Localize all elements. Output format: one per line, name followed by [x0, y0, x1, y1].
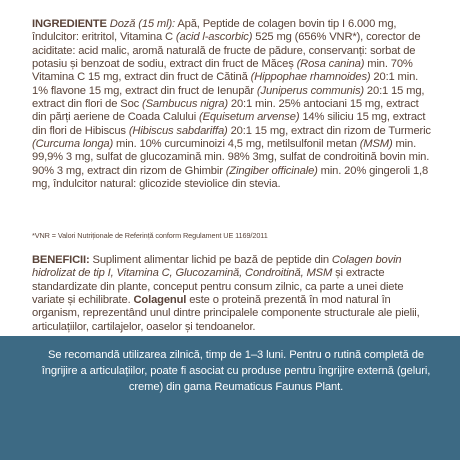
- text-run: min. 70% Vitamina C 15 mg, extract din fruct de Cătină: [32, 58, 413, 84]
- benefits-section: [32, 254, 436, 334]
- bold-term: Colagenul: [133, 294, 187, 307]
- ingredients-section: [32, 18, 436, 191]
- recommendation-band: [0, 336, 460, 460]
- ingredients-heading: INGREDIENTE: [32, 18, 107, 30]
- text-run: min. 10% curcuminoizi 4,5 mg, metilsulfonil metan: [113, 138, 360, 151]
- text-run: și extracte standardizate din plante, conceput pentru consum zilnic, ca parte a unei diete variate și echilibrate.: [32, 267, 404, 307]
- benefits-heading: BENEFICII:: [32, 254, 90, 266]
- italic-term: (Equisetum arvense): [199, 111, 300, 124]
- italic-term: Colagen bovin hidrolizat de tip I, Vitamina C, Glucozamină, Condroitină, MSM: [32, 254, 402, 280]
- text-run: 20:1 min. 1% flavone 15 mg, extract din fruct de Ienupăr: [32, 71, 419, 97]
- text-run: 14% siliciu 15 mg, extract din flori de Hibiscus: [32, 111, 426, 137]
- italic-term: (Hippophae rhamnoides): [250, 71, 371, 84]
- benefits-paragraph: [32, 254, 436, 334]
- italic-term: (Sambucus nigra): [142, 98, 228, 111]
- recommendation-text: Se recomandă utilizarea zilnică, timp de 1–3 luni. Pentru o rutină completă de îngrijire a articulațiilor, poate fi asociat cu produse pentru îngrijire externă (geluri, creme) din gama Reumaticus Faunus Plant.: [41, 349, 431, 393]
- italic-term: (acid l-ascorbic): [175, 31, 253, 44]
- italic-term: (Zingiber officinale): [225, 164, 318, 177]
- text-run: Apă, Peptide de colagen bovin tip I 6.000 mg, îndulcitor: eritritol, Vitamina C: [32, 18, 397, 44]
- text-run: 20:1 15 mg, extract din rizom de Turmeric: [227, 124, 431, 137]
- text-run: 20:1 15 mg, extract din flori de Soc: [32, 84, 425, 111]
- italic-term: (Hibiscus sabdariffa): [128, 124, 228, 137]
- ingredients-paragraph: [32, 18, 436, 191]
- italic-term: (Rosa canina): [296, 58, 365, 71]
- benefits-text: [32, 254, 420, 333]
- italic-term: (Curcuma longa): [32, 138, 114, 151]
- italic-term: (Juniperus communis): [256, 84, 364, 97]
- text-run: min. 99,9% 3 mg, sulfat de glucozamină min. 98% 3mg, sulfat de condroitină bovin min. 90% 3 mg, extract din rizom de Ghimbir: [32, 138, 430, 177]
- dose-label: Doză (15 ml):: [109, 18, 175, 30]
- text-run: este o proteină prezentă în mod natural în organism, reprezentând unul dintre principalele componente structurale ale pielii, articulațiilor, cartilajelor, oaselor și tendoanelor.: [32, 294, 420, 333]
- text-run: 525 mg (656% VNR*), corector de aciditate: acid malic, aromă naturală de fructe de pădure, conservanți: sorbat de potasiu și benzoat de sodiu, extract din fruct de Măceș: [32, 31, 421, 71]
- text-run: min. 20% gingeroli 1,8 mg, îndulcitor natural: glicozide steviolice din stevia.: [32, 164, 429, 191]
- ingredients-text: [32, 18, 431, 190]
- vnr-footnote: *VNR = Valori Nutriționale de Referință conform Regulament UE 1169/2011: [32, 231, 268, 240]
- text-run: Supliment alimentar lichid pe bază de peptide din: [89, 254, 332, 266]
- italic-term: (MSM): [359, 138, 393, 151]
- text-run: 20:1 min. 25% antociani 15 mg, extract din părți aeriene de Coada Calului: [32, 98, 419, 124]
